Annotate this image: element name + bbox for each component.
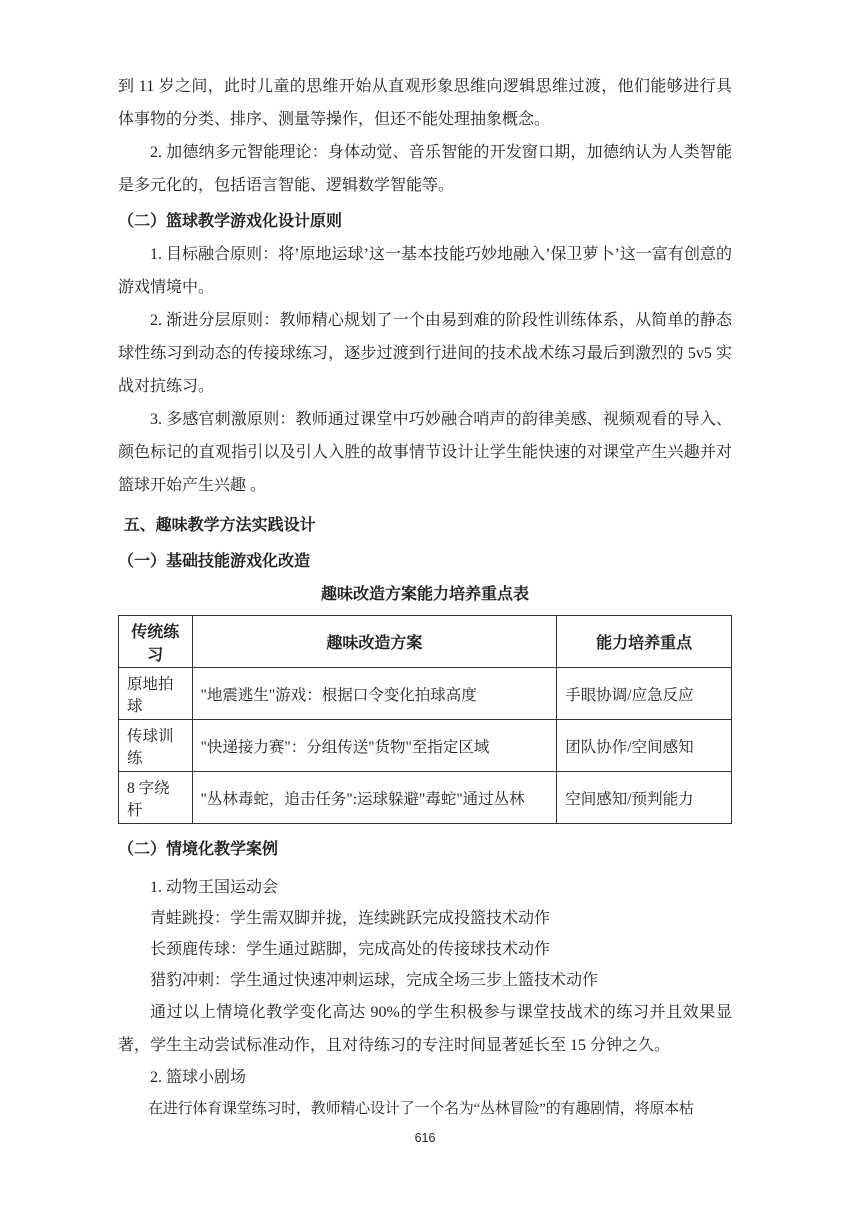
paragraph-case-cheetah-sprint: 猎豹冲刺：学生通过快速冲刺运球，完成全场三步上篮技术动作 <box>150 972 599 989</box>
table-row <box>119 772 732 824</box>
table-cell: 空间感知/预判能力 <box>557 772 732 824</box>
table-title: 趣味改造方案能力培养重点表 <box>320 586 529 603</box>
ability-training-table <box>118 615 732 824</box>
table-row <box>119 668 732 720</box>
paragraph-gardner-theory: 2. 加德纳多元智能理论：身体动觉、音乐智能的开发窗口期，加德纳认为人类智能是多元化的，包括语言智能、逻辑数学智能等。 <box>118 144 732 194</box>
paragraph-continued: 到 11 岁之间，此时儿童的思维开始从直观形象思维向逻辑思维过渡，他们能够进行具体事物的分类、排序、测量等操作，但还不能处理抽象概念。 <box>118 78 732 128</box>
paragraph-principle-3: 3. 多感官刺激原则：教师通过课堂中巧妙融合哨声的韵律美感、视频观看的导入、颜色标记的直观指引以及引人入胜的故事情节设计让学生能快速的对课堂产生兴趣并对篮球开始产生兴趣 。 <box>118 411 732 494</box>
table-cell: 传球训练 <box>119 720 193 772</box>
heading-subsection-2: （二）情境化教学案例 <box>118 841 279 858</box>
paragraph-case-giraffe-pass: 长颈鹿传球：学生通过踮脚，完成高处的传接球技术动作 <box>150 941 551 958</box>
page-number: 616 <box>414 1131 436 1145</box>
table-cell: "丛林毒蛇，追击任务":运球躲避"毒蛇"通过丛林 <box>192 772 557 824</box>
document-content <box>118 70 732 1147</box>
heading-section-5: 五、趣味教学方法实践设计 <box>123 517 316 534</box>
paragraph-principle-1: 1. 目标融合原则：将’原地运球’这一基本技能巧妙地融入’保卫萝卜’这一富有创意的游戏情境中。 <box>118 246 732 296</box>
table-cell: "地震逃生"游戏：根据口令变化拍球高度 <box>192 668 557 720</box>
table-cell: 原地拍球 <box>119 668 193 720</box>
paragraph-case-frog-jump: 青蛙跳投：学生需双脚并拢，连续跳跃完成投篮技术动作 <box>150 910 551 927</box>
header-cell-traditional-drill: 传统练习 <box>119 616 193 668</box>
paragraph-case-2-title: 2. 篮球小剧场 <box>150 1069 247 1086</box>
heading-section-2-design-principles: （二）篮球教学游戏化设计原则 <box>118 213 343 230</box>
header-cell-ability-focus: 能力培养重点 <box>557 616 732 668</box>
paragraph-case-1-title: 1. 动物王国运动会 <box>150 879 279 896</box>
paragraph-basketball-theater: 在进行体育课堂练习时，教师精心设计了一个名为“丛林冒险”的有趣剧情，将原本枯 <box>148 1101 694 1117</box>
paragraph-effect-summary: 通过以上情境化教学变化高达 90%的学生积极参与课堂技战术的练习并且效果显著，学生主动尝试标准动作，且对待练习的专注时间显著延长至 15 分钟之久。 <box>118 1004 732 1054</box>
table-cell: 8 字绕杆 <box>119 772 193 824</box>
header-cell-fun-redesign: 趣味改造方案 <box>192 616 557 668</box>
table-row <box>119 720 732 772</box>
paragraph-principle-2: 2. 渐进分层原则：教师精心规划了一个由易到难的阶段性训练体系，从简单的静态球性练习到动态的传接球练习，逐步过渡到行进间的技术战术练习最后到激烈的 5v5 实战对抗练习。 <box>118 312 732 395</box>
table-cell: 手眼协调/应急反应 <box>557 668 732 720</box>
table-cell: "快递接力赛"：分组传送"货物"至指定区域 <box>192 720 557 772</box>
table-header-row <box>119 616 732 668</box>
table-cell: 团队协作/空间感知 <box>557 720 732 772</box>
heading-subsection-1: （一）基础技能游戏化改造 <box>118 553 311 570</box>
